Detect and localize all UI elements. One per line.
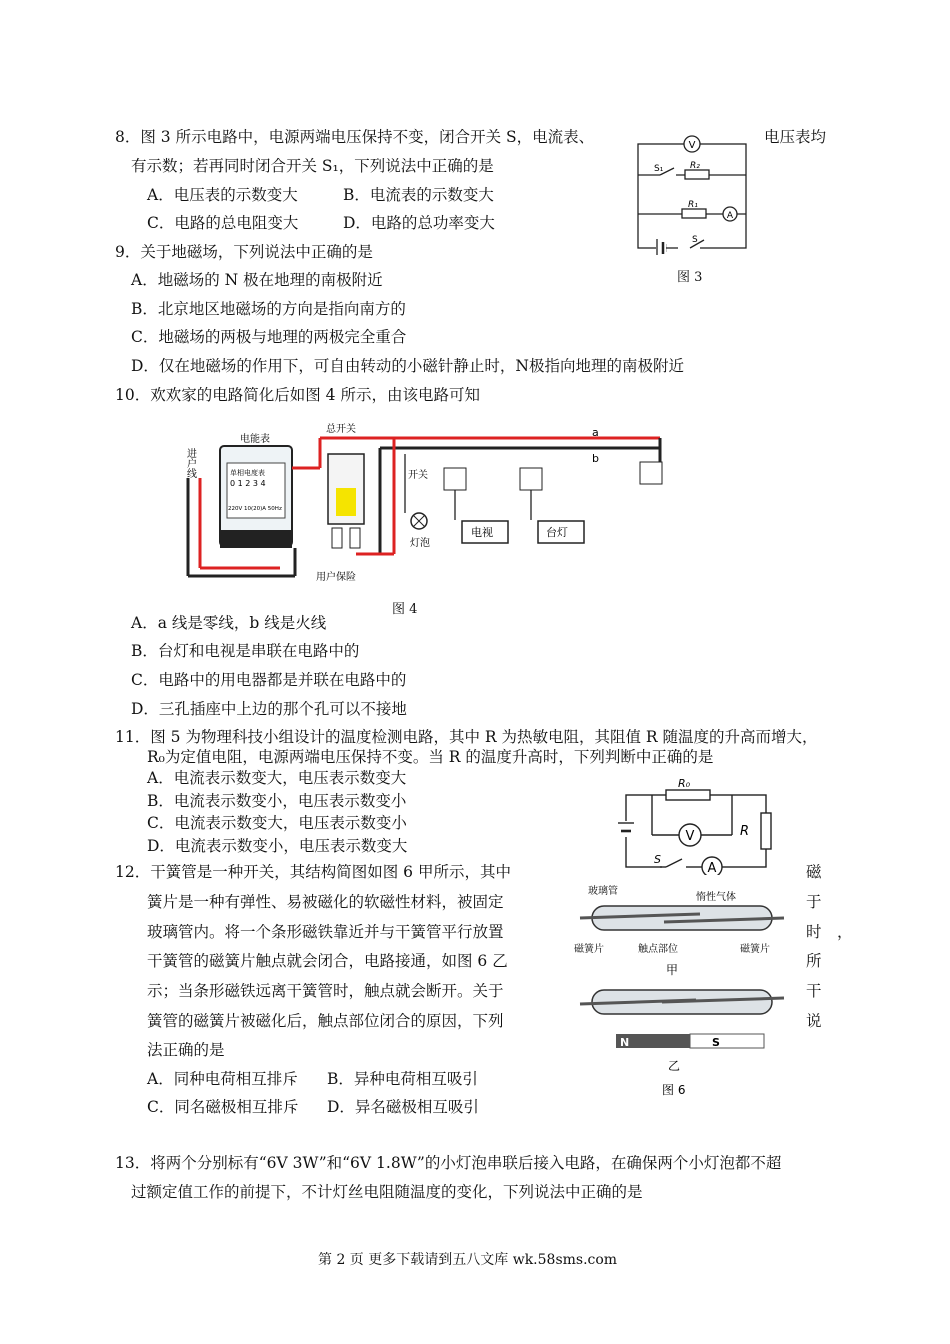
fig6-magnet-n: N	[620, 1036, 630, 1049]
figure-3-circuit	[630, 130, 755, 255]
figure-6-reed-switch	[572, 880, 787, 1100]
q10-option-b: B．台灯和电视是串联在电路中的	[131, 642, 360, 660]
q8-option-d: D．电路的总功率变大	[343, 214, 495, 232]
fig3-s1-label: S₁	[654, 164, 664, 174]
fig6-magnet-s: S	[712, 1036, 720, 1049]
fig4-meter-title: 单相电度表	[230, 469, 265, 477]
q12-line4: 干簧管的磁簧片触点就会闭合，电路接通，如图 6 乙	[147, 952, 508, 970]
q11-option-b: B．电流表示数变小，电压表示数变小	[147, 792, 407, 810]
figure-5-circuit	[608, 775, 778, 875]
q8-option-c: C．电路的总电阻变大	[147, 214, 299, 232]
fig4-meter-label: 电能表	[240, 434, 270, 445]
q12-line3: 玻璃管内。将一个条形磁铁靠近并与干簧管平行放置	[147, 923, 504, 941]
fig4-tv-label: 电视	[471, 526, 493, 539]
q8-option-b: B．电流表的示数变大	[343, 186, 494, 204]
q11-option-d: D．电流表示数变小，电压表示数变大	[147, 837, 408, 855]
q12-option-a: A．同种电荷相互排斥	[147, 1070, 298, 1088]
fig5-s-label: S	[654, 853, 661, 866]
q11-option-c: C．电流表示数变大，电压表示数变小	[147, 814, 407, 832]
fig4-switch-label: 开关	[408, 470, 428, 481]
q8-line1: 8．图 3 所示电路中，电源两端电压保持不变，闭合开关 S，电流表、	[115, 128, 595, 146]
fig3-r2-label: R₂	[690, 161, 700, 171]
fig4-fuse-label: 用户保险	[316, 572, 356, 583]
q11-option-a: A．电流表示数变大，电压表示数变大	[147, 769, 407, 787]
q12-option-d: D．异名磁极相互吸引	[327, 1098, 479, 1116]
fig4-line-b: b	[592, 452, 599, 465]
q12-right-1: 磁	[806, 863, 822, 881]
fig4-bulb-label: 灯泡	[410, 538, 430, 549]
fig6-caption: 图 6	[662, 1083, 686, 1097]
q9-option-c: C．地磁场的两极与地理的两极完全重合	[131, 328, 407, 346]
fig5-r0-label: R₀	[678, 777, 691, 790]
q10-stem: 10．欢欢家的电路简化后如图 4 所示，由该电路可知	[115, 386, 480, 404]
fig6-glass-label: 玻璃管	[588, 886, 618, 897]
fig4-meter-spec: 220V 10(20)A 50Hz	[228, 506, 282, 512]
fig6-contact-label: 触点部位	[638, 944, 678, 955]
q10-option-c: C．电路中的用电器都是并联在电路中的	[131, 671, 407, 689]
fig3-ammeter-label: A	[726, 211, 734, 221]
q13-line1: 13．将两个分别标有“6V 3W”和“6V 1.8W”的小灯泡串联后接入电路，在确保两个小灯泡都不超	[115, 1154, 782, 1172]
q9-option-a: A．地磁场的 N 极在地理的南极附近	[131, 271, 383, 289]
q12-line5: 示；当条形磁铁远离干簧管时，触点就会断开。关于	[147, 982, 504, 1000]
q12-right-2: 于	[806, 893, 822, 911]
figure-4-household-circuit	[180, 418, 670, 588]
q12-line7: 法正确的是	[147, 1041, 225, 1059]
fig4-caption: 图 4	[392, 602, 418, 617]
q12-option-b: B．异种电荷相互吸引	[327, 1070, 478, 1088]
q9-option-b: B．北京地区地磁场的方向是指向南方的	[131, 300, 406, 318]
q13-line2: 过额定值工作的前提下，不计灯丝电阻随温度的变化，下列说法中正确的是	[131, 1183, 643, 1201]
fig5-r-label: R	[740, 824, 750, 839]
q12-right-5: 干	[806, 982, 822, 1000]
fig4-incoming-label: 进户线	[184, 448, 196, 478]
fig4-main-switch-label: 总开关	[326, 424, 356, 435]
q8-line1-end: 电压表均	[764, 128, 827, 146]
q9-option-d: D．仅在地磁场的作用下，可自由转动的小磁针静止时，N极指向地理的南极附近	[131, 357, 684, 375]
fig6-reed-right-label: 磁簧片	[740, 944, 770, 955]
fig6-gas-label: 惰性气体	[696, 892, 736, 903]
q10-option-d: D．三孔插座中上边的那个孔可以不接地	[131, 700, 407, 718]
fig6-reed-left-label: 磁簧片	[574, 944, 604, 955]
fig6-jia-label: 甲	[666, 963, 679, 977]
q12-line6: 簧管的磁簧片被磁化后，触点部位闭合的原因，下列	[147, 1012, 504, 1030]
q12-right-4: 所	[806, 952, 822, 970]
fig4-line-a: a	[592, 426, 599, 439]
q12-line1: 12．干簧管是一种开关，其结构简图如图 6 甲所示，其中	[115, 863, 511, 881]
q8-line2: 有示数；若再同时闭合开关 S₁，下列说法中正确的是	[131, 157, 494, 175]
q12-line2: 簧片是一种有弹性、易被磁化的软磁性材料，被固定	[147, 893, 504, 911]
fig3-r1-label: R₁	[688, 200, 698, 210]
fig5-ammeter-label: A	[707, 861, 717, 875]
page-footer: 第 2 页 更多下载请到五八文库 wk.58sms.com	[318, 1252, 618, 1268]
q11-line1: 11．图 5 为物理科技小组设计的温度检测电路，其中 R 为热敏电阻，其阻值 R 随温度的升高而增大，	[115, 728, 818, 746]
q11-line2: R₀为定值电阻，电源两端电压保持不变。当 R 的温度升高时，下列判断中正确的是	[147, 748, 714, 766]
q12-right-3: 时 ，	[806, 923, 853, 941]
q10-option-a: A．a 线是零线，b 线是火线	[131, 614, 327, 632]
q8-option-a: A．电压表的示数变大	[147, 186, 298, 204]
fig3-s-label: S	[692, 235, 698, 245]
fig4-meter-reading: 0 1 2 3 4	[230, 479, 266, 488]
fig6-yi-label: 乙	[668, 1059, 681, 1073]
fig3-voltmeter-label: V	[688, 140, 696, 151]
fig4-lamp-label: 台灯	[546, 526, 568, 539]
q9-stem: 9．关于地磁场，下列说法中正确的是	[115, 243, 373, 261]
q12-right-6: 说	[806, 1012, 822, 1030]
q12-option-c: C．同名磁极相互排斥	[147, 1098, 299, 1116]
fig3-caption: 图 3	[677, 270, 703, 285]
fig5-voltmeter-label: V	[685, 829, 695, 844]
